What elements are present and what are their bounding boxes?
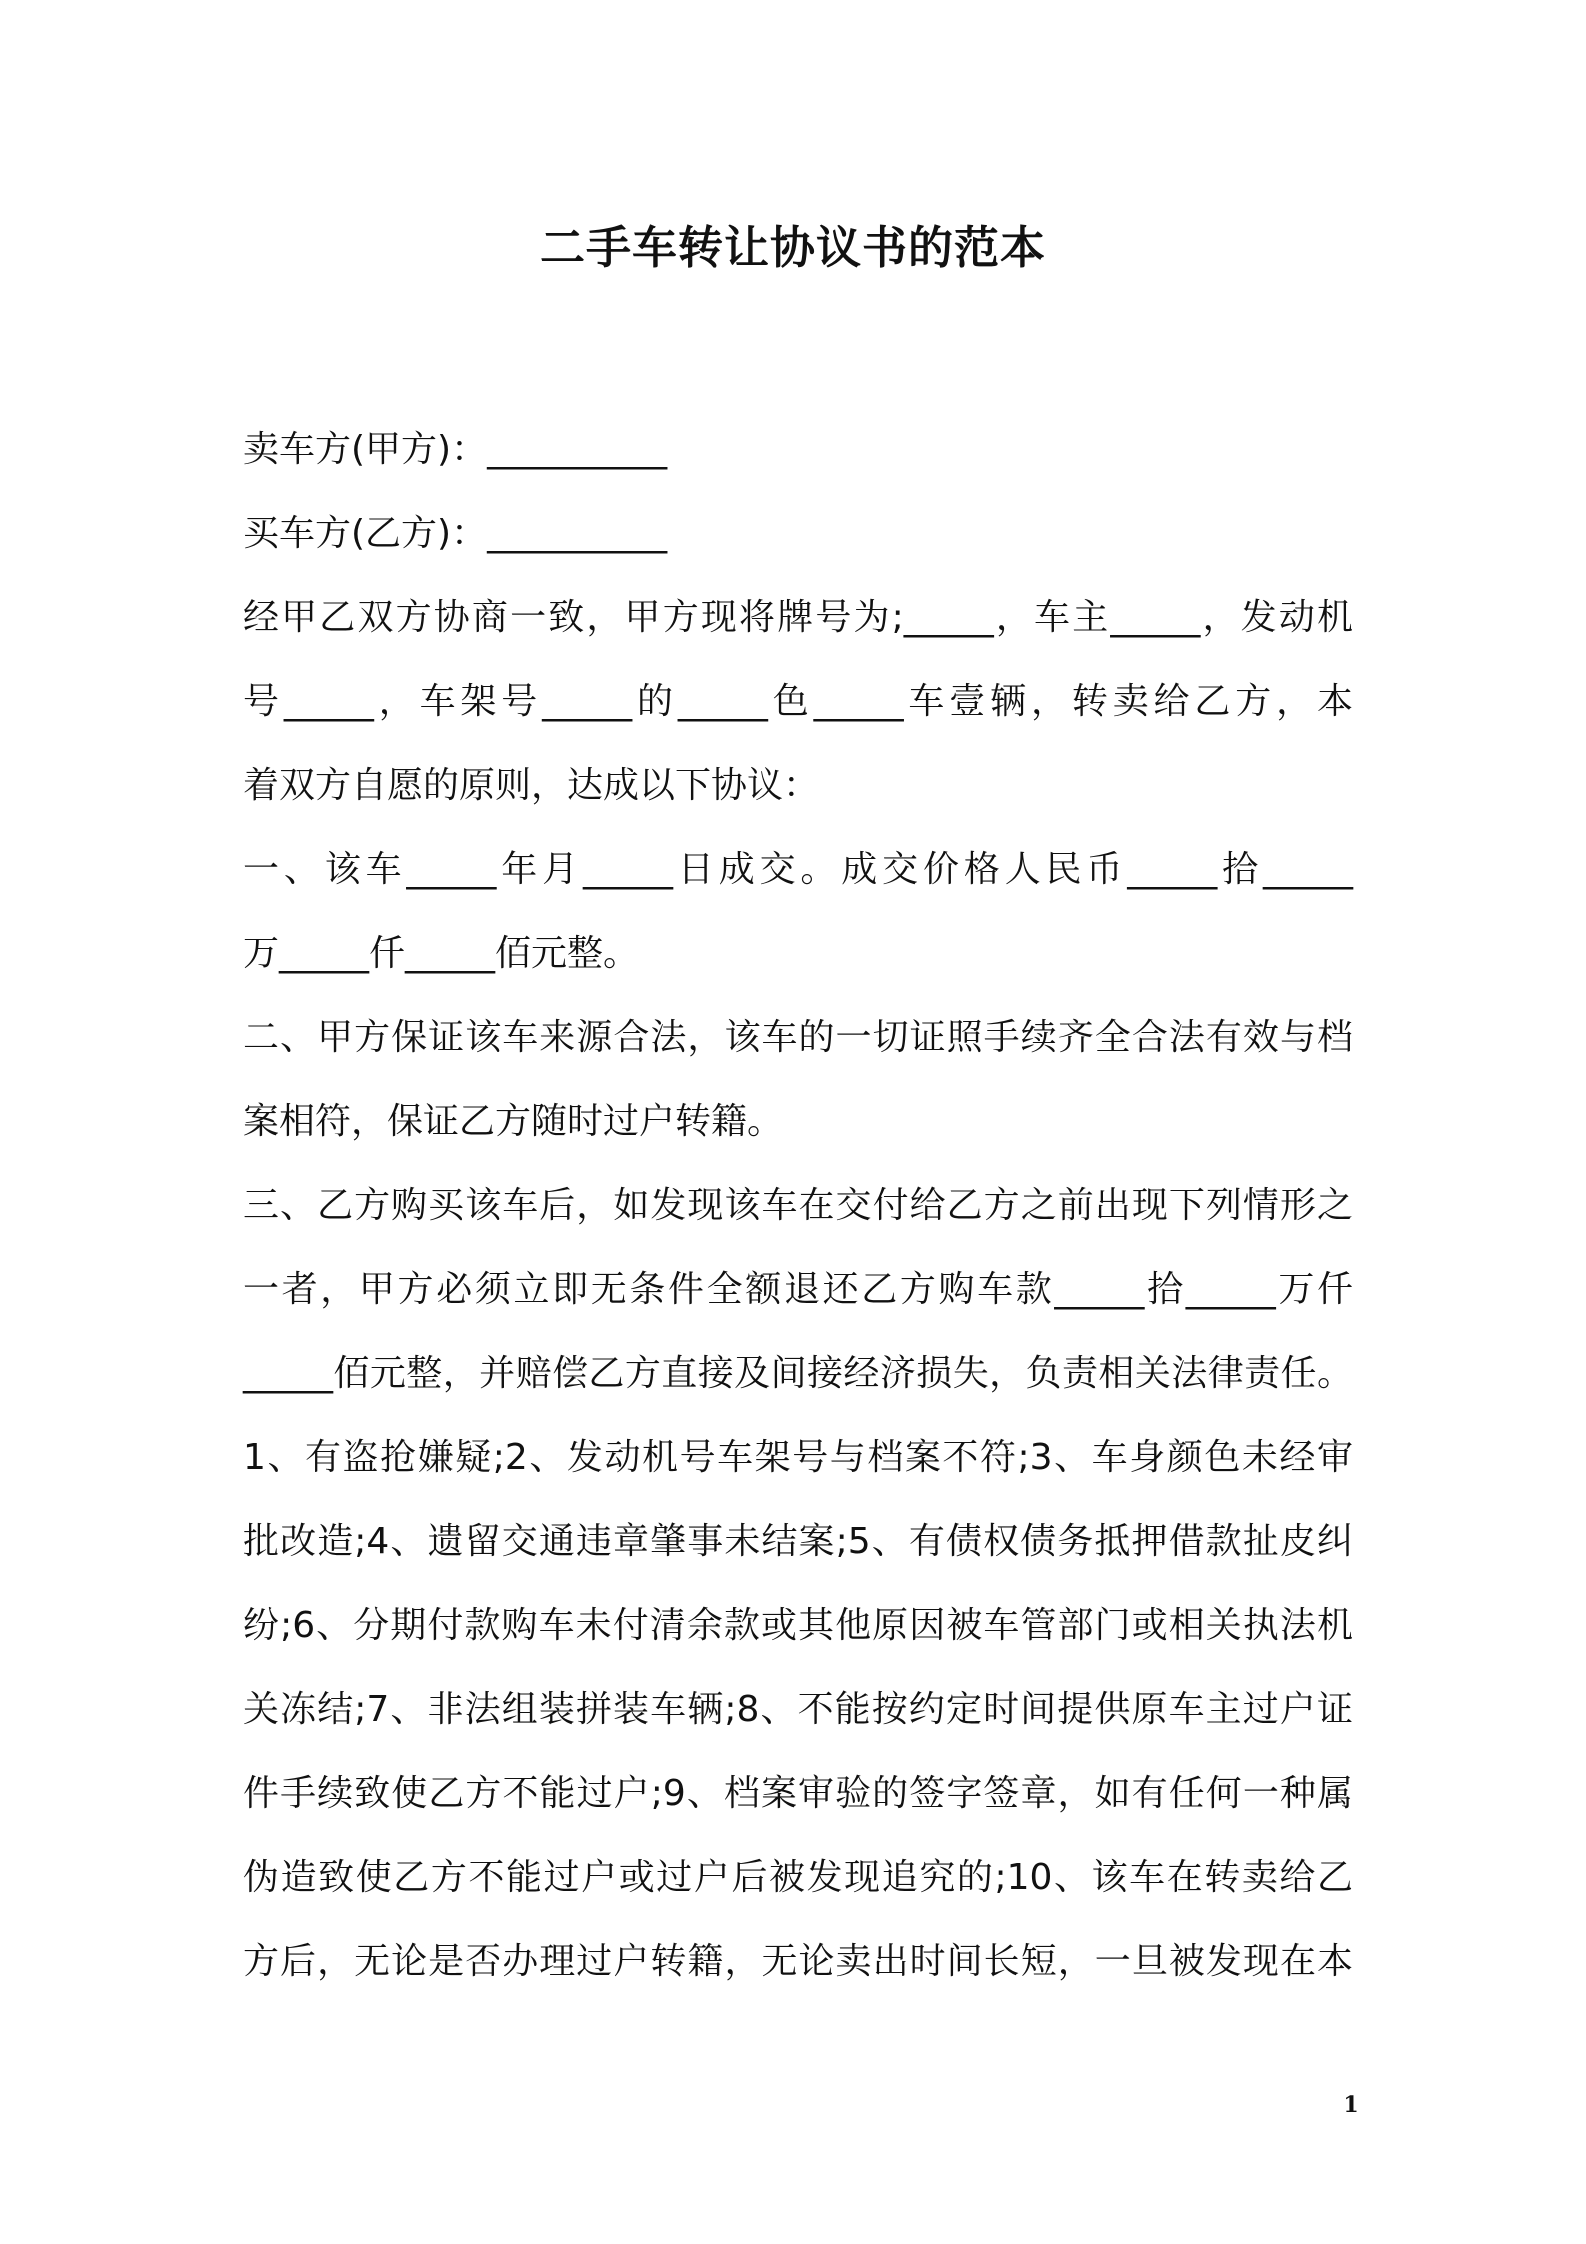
condition-line: 件手续致使乙方不能过户;9、档案审验的签字签章，如有任何一种属 <box>243 1773 1353 1814</box>
body-line: 着双方自愿的原则，达成以下协议： <box>243 765 820 806</box>
seller-line: 卖车方(甲方)：__________ <box>243 429 668 470</box>
clause-3-line: 一者，甲方必须立即无条件全额退还乙方购车款_____拾_____万仟 <box>243 1269 1353 1310</box>
condition-line: 伪造致使乙方不能过户或过户后被发现追究的;10、该车在转卖给乙 <box>243 1857 1353 1898</box>
clause-2-line: 案相符，保证乙方随时过户转籍。 <box>243 1101 784 1142</box>
condition-line: 纷;6、分期付款购车未付清余款或其他原因被车管部门或相关执法机 <box>243 1605 1353 1646</box>
body-line: 经甲乙双方协商一致，甲方现将牌号为;_____，车主_____，发动机 <box>243 597 1353 638</box>
condition-line: 关冻结;7、非法组装拼装车辆;8、不能按约定时间提供原车主过户证 <box>243 1689 1353 1730</box>
clause-3-line: 三、乙方购买该车后，如发现该车在交付给乙方之前出现下列情形之 <box>243 1185 1353 1226</box>
body-line: 号_____，车架号_____的_____色_____车壹辆，转卖给乙方，本 <box>243 681 1353 722</box>
clause-1-line: 万_____仟_____佰元整。 <box>243 933 640 974</box>
clause-3-line: _____佰元整，并赔偿乙方直接及间接经济损失，负责相关法律责任。 <box>243 1353 1353 1394</box>
document-title: 二手车转让协议书的范本 <box>539 221 1046 274</box>
buyer-line: 买车方(乙方)：__________ <box>243 513 668 554</box>
condition-line: 1、有盗抢嫌疑;2、发动机号车架号与档案不符;3、车身颜色未经审 <box>243 1437 1353 1478</box>
condition-line: 批改造;4、遗留交通违章肇事未结案;5、有债权债务抵押借款扯皮纠 <box>243 1521 1353 1562</box>
condition-line: 方后，无论是否办理过户转籍，无论卖出时间长短，一旦被发现在本 <box>243 1941 1353 1982</box>
page-number: 1 <box>1343 2092 1359 2118</box>
clause-2-line: 二、甲方保证该车来源合法，该车的一切证照手续齐全合法有效与档 <box>243 1017 1353 1058</box>
clause-1-line: 一、该车_____年月_____日成交。成交价格人民币_____拾_____ <box>243 849 1353 890</box>
document-body <box>243 408 1353 2004</box>
